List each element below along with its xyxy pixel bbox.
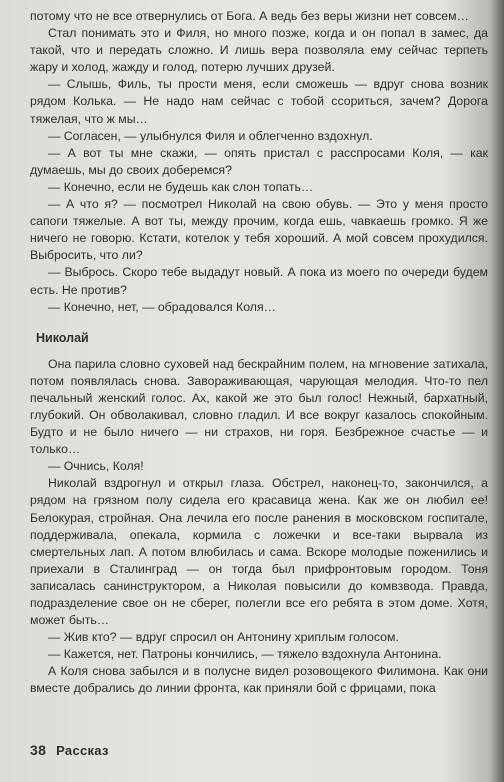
paragraph: — Кажется, нет. Патроны кончились, — тяжело вздохнула Антонина. — [48, 647, 442, 662]
paragraph: — Выбрось. Скоро тебе выдадут новый. А пока из моего по очереди будем есть. Не против? — [30, 265, 488, 297]
paragraph: — Слышь, Филь, ты прости меня, если сможешь — вдруг снова возник рядом Колька. — Не надо нам сейчас с тобой ссориться, зачем? Дорога тяжелая, что ж мы… — [30, 77, 488, 126]
paragraph: Она парила словно суховей над бескрайним полем, на мгновение затихала, потом появлялась снова. Завораживающая, чарующая мелодия. Что-то пел печальный женский голос. Ах, какой же это был голос! Нежный, бархатный, глубокий. Он обволакивал, словно гладил. И все вокруг казалось спокойным. Будто и не было ничего — ни страхов, ни горя. Безбрежное счастье — и только… — [30, 356, 488, 457]
page-text — [30, 8, 488, 698]
section-heading: Николай — [36, 330, 89, 345]
page-spine-shadow — [490, 0, 504, 782]
text-part-1 — [30, 8, 488, 316]
paragraph: Николай вздрогнул и открыл глаза. Обстрел, наконец-то, закончился, а рядом на грязном полу сидела его красавица жена. Как же он любил ее! Белокурая, стройная. Она лечила его после ранения в московском госпитале, поддерживала, опекала, кормила с ложечки и все-таки вырвала из смертельных лап. А потом влюбилась и сама. Вскоре молодые поженились и приехали в Сталинград — он тогда был прифронтовым городом. Тоня записалась санинструктором, а Николая повысили до комвзвода. Правда, подразделение свое он не сберег, полегли все его ребята в этом доме. Хотя, может быть… — [30, 476, 488, 628]
paragraph: — Согласен, — улыбнулся Филя и облегченно вздохнул. — [48, 128, 373, 143]
page-number: 38 — [30, 742, 47, 758]
text-part-2 — [30, 356, 488, 698]
paragraph: — Конечно, если не будешь как слон топать… — [48, 179, 314, 194]
paragraph: А Коля снова забылся и в полусне видел розовощекого Филимона. Как они вместе добрались до линии фронта, как приняли бой с фрицами, пока — [30, 664, 488, 696]
paragraph: потому что не все отвернулись от Бога. А ведь без веры жизни нет совсем… — [30, 9, 469, 23]
paragraph: — А вот ты мне скажи, — опять пристал с расспросами Коля, — как думаешь, мы до своих доберемся? — [30, 145, 488, 177]
paragraph: — Очнись, Коля! — [48, 459, 144, 474]
page-footer — [30, 742, 109, 758]
paragraph: — Конечно, нет, — обрадовался Коля… — [48, 299, 276, 314]
section-label: Рассказ — [56, 743, 109, 758]
paragraph: Стал понимать это и Филя, но много позже, когда и он попал в замес, да такой, что и передать сложно. И лишь вера позволяла ему сейчас терпеть жару и холод, жажду и голод, потерю лучших друзей. — [30, 26, 488, 75]
paragraph: — А что я? — посмотрел Николай на свою обувь. — Это у меня просто сапоги тяжелые. А вот ты, между прочим, когда ешь, чавкаешь громко. Я же ничего не говорю. Кстати, котелок у тебя хороший. А мой совсем прохудился. Выбросить, что ли? — [30, 197, 488, 263]
paragraph: — Жив кто? — вдруг спросил он Антонину хриплым голосом. — [48, 630, 399, 645]
